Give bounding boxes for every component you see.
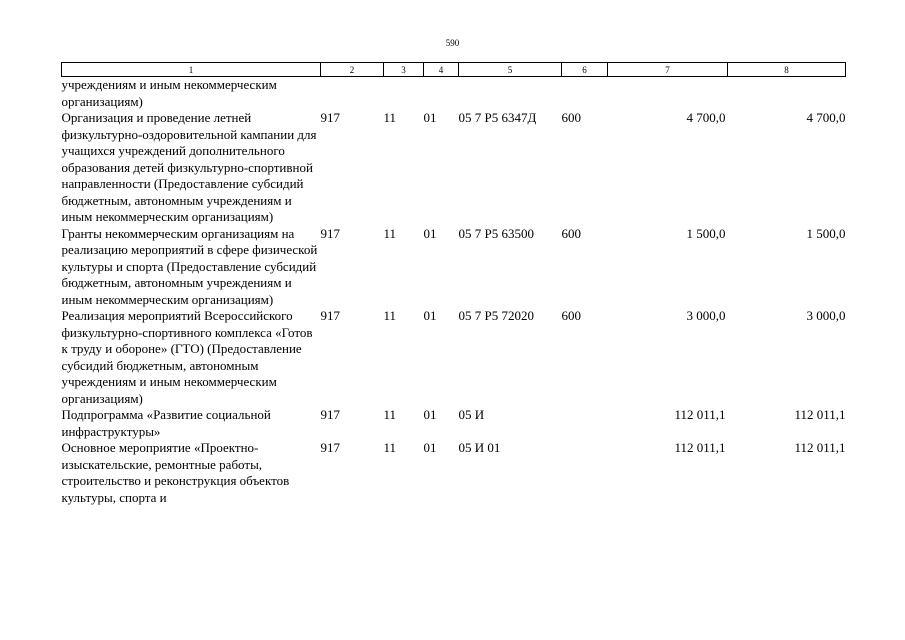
row-expense-type: 600 [561,308,581,323]
row-subsection [424,77,459,111]
column-header-2: 2 [321,63,384,77]
row-amount-year1: 4 700,0 [686,110,726,125]
row-section: 11 [383,407,397,422]
row-amount-year2: 1 500,0 [806,225,846,241]
row-target-article: 05 И 01 [458,440,501,455]
row-section: 11 [383,225,397,241]
row-admin-code: 917 [320,407,340,422]
row-section [384,77,424,111]
row-target-article [459,77,562,111]
row-subsection: 01 [423,110,437,125]
row-subsection: 01 [423,225,437,241]
column-header-8: 8 [728,63,846,77]
row-expense-type [562,407,608,440]
row-name: Реализация мероприятий Всероссийского физкультурно-спортивного комплекса «Готов к труду и обороне» (ГТО) (Предоставление субсидий бюджетным, автономным учреждениям и иным некоммерческим организациям) [61,308,313,406]
row-section: 11 [383,308,397,323]
column-header-4: 4 [424,63,459,77]
row-amount-year2 [728,77,846,111]
table-row [62,308,846,407]
row-name: Подпрограмма «Развитие социальной инфраструктуры» [61,407,271,439]
row-amount-year1: 112 011,1 [674,407,726,422]
row-target-article: 05 7 Р5 6347Д [458,110,537,125]
row-subsection: 01 [423,308,437,323]
row-name: Основное мероприятие «Проектно-изыскательские, ремонтные работы, строительство и реконструкция объектов культуры, спорта и [61,440,290,505]
row-section: 11 [383,110,397,125]
table-row [62,226,846,309]
row-amount-year2: 112 011,1 [794,440,846,455]
column-header-1: 1 [62,63,321,77]
row-name: Организация и проведение летней физкультурно-оздоровительной кампании для учащихся учреждений дополнительного образования детей физкультурно-спортивной направленности (Предоставление субсидий бюджетным, автономным учреждениям и иным некоммерческим организациям) [61,110,317,224]
row-amount-year1: 1 500,0 [686,225,726,241]
page-number: 590 [445,38,460,48]
row-admin-code: 917 [320,440,340,455]
column-number-header-row [62,63,846,77]
column-header-6: 6 [562,63,608,77]
row-amount-year1: 112 011,1 [674,440,726,455]
row-amount-year2: 4 700,0 [806,110,846,125]
row-name: учреждениям и иным некоммерческим организациям) [61,77,277,109]
row-amount-year1 [608,77,728,111]
table-row [62,440,846,506]
row-target-article: 05 7 Р5 72020 [458,308,534,323]
row-amount-year2: 3 000,0 [806,308,846,323]
budget-table [61,62,846,506]
table-row [62,77,846,111]
column-header-7: 7 [608,63,728,77]
row-admin-code: 917 [320,225,340,241]
row-subsection: 01 [423,407,437,422]
column-header-5: 5 [459,63,562,77]
row-section: 11 [383,440,397,455]
table-row [62,110,846,226]
table-row [62,407,846,440]
row-expense-type [562,77,608,111]
row-expense-type [562,440,608,506]
row-admin-code: 917 [320,110,340,125]
row-admin-code [321,77,384,111]
row-subsection: 01 [423,440,437,455]
column-header-3: 3 [384,63,424,77]
row-expense-type: 600 [561,110,581,125]
row-admin-code: 917 [320,308,340,323]
row-name: Гранты некоммерческим организациям на реализацию мероприятий в сфере физической культуры и спорта (Предоставление субсидий бюджетным, автономным учреждениям и иным некоммерческим организациям) [61,225,318,307]
row-target-article: 05 7 Р5 63500 [458,225,534,241]
row-amount-year2: 112 011,1 [794,407,846,422]
row-amount-year1: 3 000,0 [686,308,726,323]
row-target-article: 05 И [458,407,485,422]
row-expense-type: 600 [561,225,581,241]
